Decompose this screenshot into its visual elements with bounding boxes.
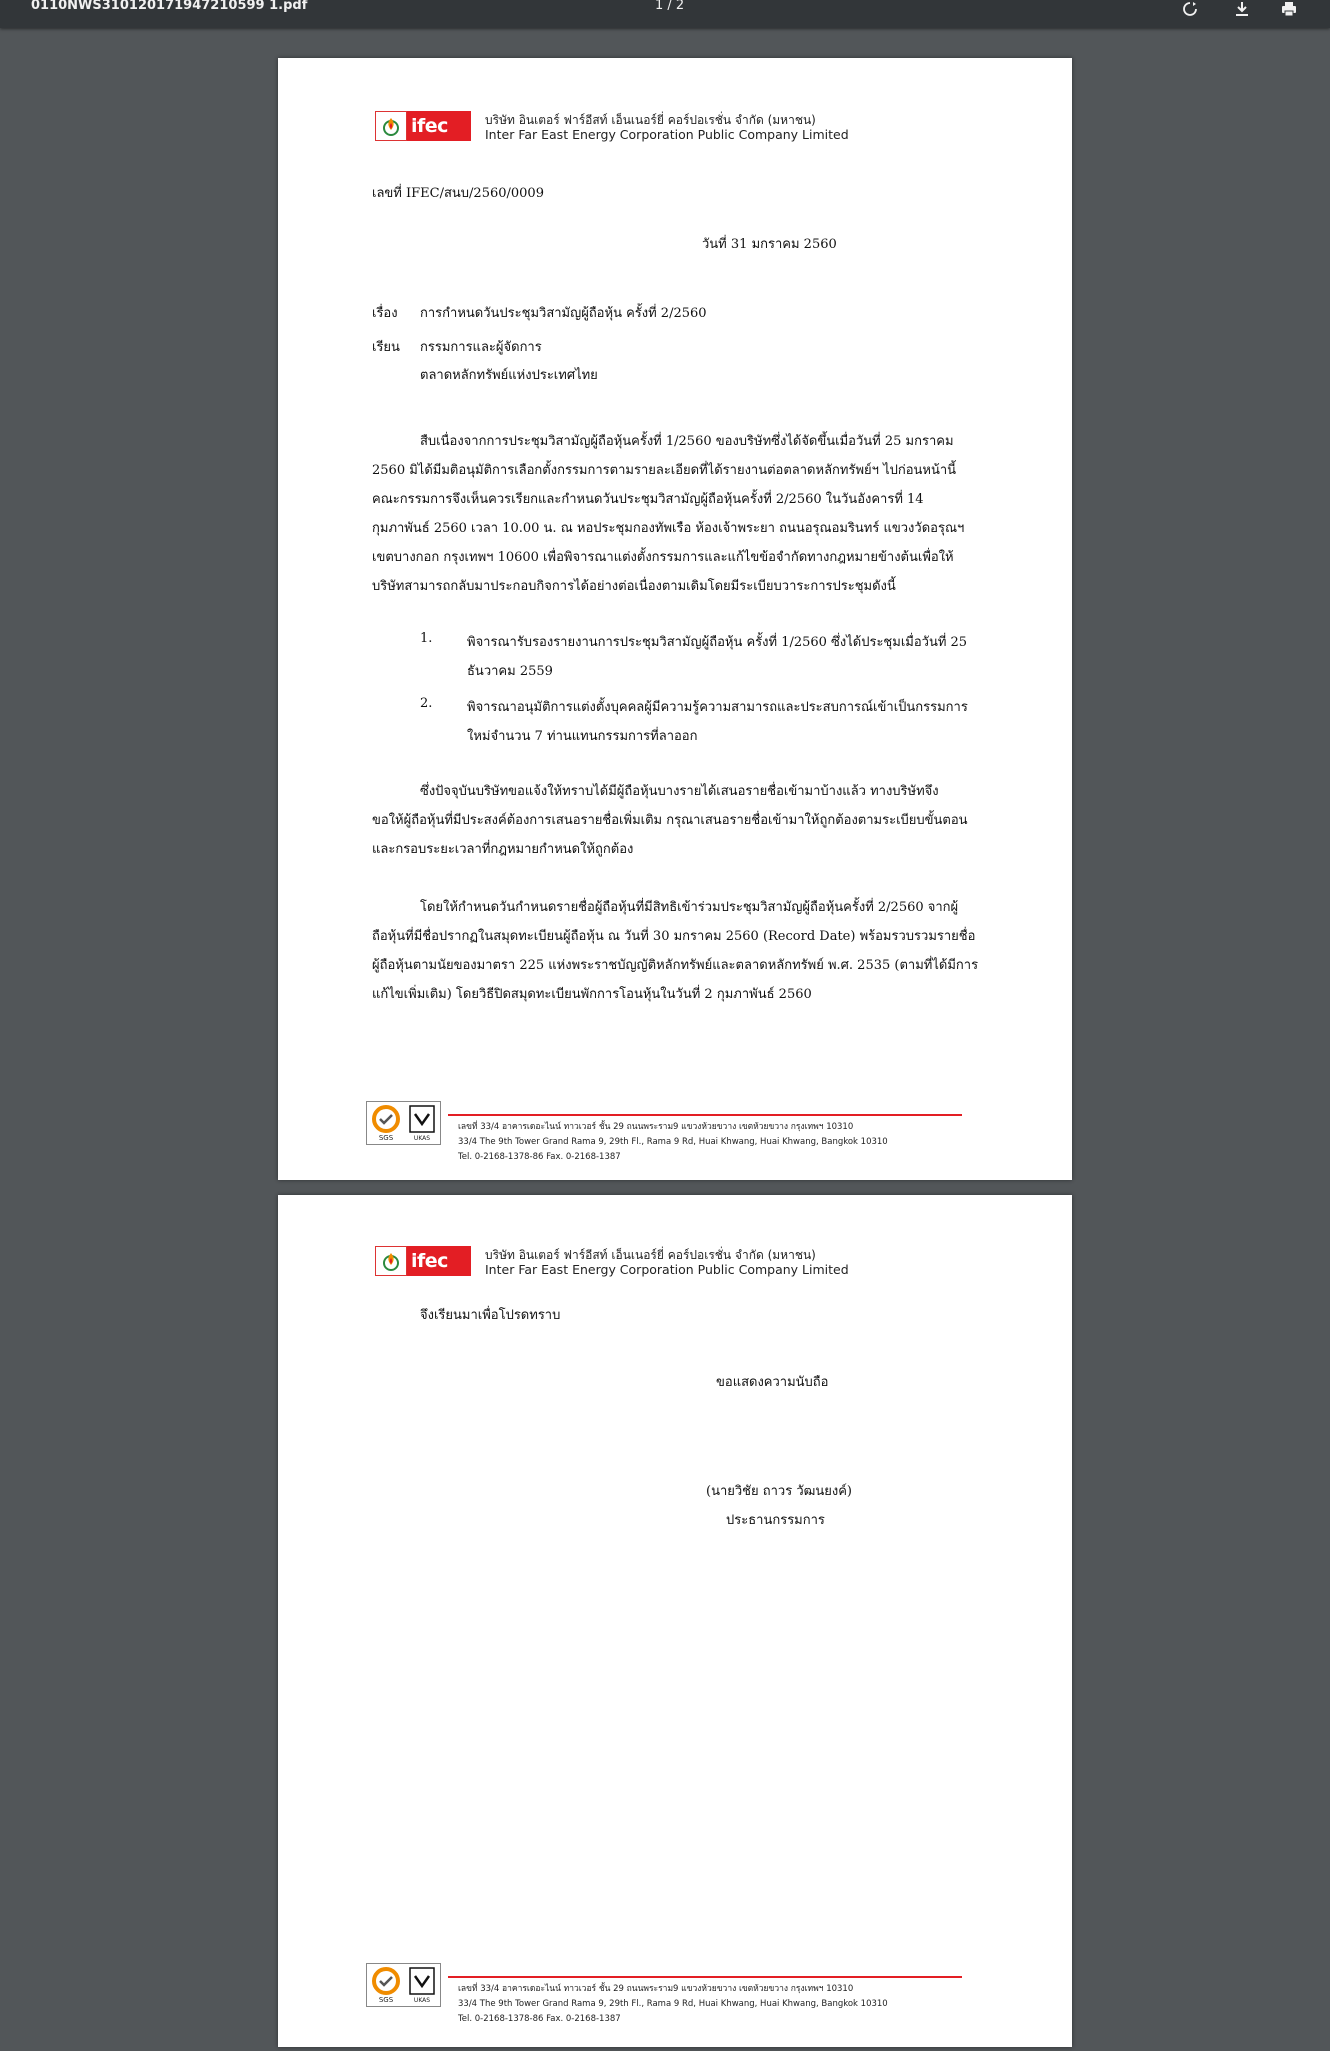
subject-text: การกำหนดวันประชุมวิสามัญผู้ถือหุ้น ครั้งที่ 2/2560 [420,306,707,321]
company-logo [375,1246,471,1276]
company-name-th: บริษัท อินเตอร์ ฟาร์อีสท์ เอ็นเนอร์ยี่ คอร์ปอเรชั่น จำกัด (มหาชน) [485,1248,816,1262]
agenda-item-line: ธันวาคม 2559 [467,664,553,679]
closing-line: จึงเรียนมาเพื่อโปรดทราบ [420,1308,561,1323]
logo-text: ifec [407,1246,471,1276]
cert-left-label: SGS [378,1134,393,1142]
letter-date: วันที่ 31 มกราคม 2560 [702,237,837,252]
flame-icon [375,111,407,141]
pdf-page-2 [278,1195,1072,2047]
para1-line: เขตบางกอก กรุงเทพฯ 10600 เพื่อพิจารณาแต่งตั้งกรรมการและแก้ไขข้อจำกัดทางกฎหมายข้างต้นเพื่อให้ [372,550,954,565]
ukas-cert-icon [407,1966,437,2004]
agenda-number: 1. [420,631,433,646]
company-name-th: บริษัท อินเตอร์ ฟาร์อีสท์ เอ็นเนอร์ยี่ คอร์ปอเรชั่น จำกัด (มหาชน) [485,113,816,127]
company-name-en: Inter Far East Energy Corporation Public Company Limited [485,127,849,142]
footer-divider [448,1114,962,1116]
flame-icon [375,1246,407,1276]
footer-address-th: เลขที่ 33/4 อาคารเดอะไนน์ ทาวเวอร์ ชั้น 29 ถนนพระราม9 แขวงห้วยขวาง เขตห้วยขวาง กรุงเทพฯ 10310 [458,1122,854,1132]
regards-line: ขอแสดงความนับถือ [716,1375,829,1390]
agenda-item-line: ใหม่จำนวน 7 ท่านแทนกรรมการที่ลาออก [467,729,698,744]
pdf-toolbar [0,0,1330,28]
pdf-page-1 [278,58,1072,1180]
rotate-icon [1182,1,1198,17]
rotate-button[interactable] [1178,0,1202,20]
certification-badges [366,1963,441,2007]
para1-line: บริษัทสามารถกลับมาประกอบกิจการได้อย่างต่อเนื่องตามเดิมโดยมีระเบียบวาระการประชุมดังนี้ [372,579,896,594]
cert-left-label: SGS [378,1996,393,2004]
file-title: 0110NWS310120171947210599 1.pdf [31,0,308,13]
agenda-number: 2. [420,696,433,711]
certification-badges [366,1101,441,1145]
para2-line: ขอให้ผู้ถือหุ้นที่มีประสงค์ต้องการเสนอรายชื่อเพิ่มเติม กรุณาเสนอรายชื่อเข้ามาให้ถูกต้องตามระเบียบขั้นตอน [372,813,968,828]
cert-right-label: UKAS [414,1135,431,1142]
footer-address-th: เลขที่ 33/4 อาคารเดอะไนน์ ทาวเวอร์ ชั้น 29 ถนนพระราม9 แขวงห้วยขวาง เขตห้วยขวาง กรุงเทพฯ 10310 [458,1984,854,1994]
para3-line: แก้ไขเพิ่มเติม) โดยวิธีปิดสมุดทะเบียนพักการโอนหุ้นในวันที่ 2 กุมภาพันธ์ 2560 [372,987,812,1002]
subject-label: เรื่อง [372,306,398,321]
recipient-label: เรียน [372,340,400,355]
download-button[interactable] [1230,0,1254,20]
reference-number: เลขที่ IFEC/สนบ/2560/0009 [372,186,544,201]
ukas-cert-icon [407,1104,437,1142]
para2-line: และกรอบระยะเวลาที่กฎหมายกำหนดให้ถูกต้อง [372,842,634,857]
page-indicator[interactable]: 1 / 2 [655,0,685,13]
para2-line: ซึ่งปัจจุบันบริษัทขอแจ้งให้ทราบได้มีผู้ถือหุ้นบางรายได้เสนอรายชื่อเข้ามาบ้างแล้ว ทางบริษัทจึง [420,784,939,799]
logo-text: ifec [407,111,471,141]
sgs-cert-icon [370,1104,402,1142]
download-icon [1234,1,1250,17]
signer-name: (นายวิชัย ถาวร วัฒนยงค์) [706,1484,852,1499]
footer-divider [448,1976,962,1978]
para1-line: คณะกรรมการจึงเห็นควรเรียกและกำหนดวันประชุมวิสามัญผู้ถือหุ้นครั้งที่ 2/2560 ในวันอังคารที่ 14 [372,492,924,507]
recipient-line-2: ตลาดหลักทรัพย์แห่งประเทศไทย [420,368,598,383]
para3-line: ผู้ถือหุ้นตามนัยของมาตรา 225 แห่งพระราชบัญญัติหลักทรัพย์และตลาดหลักทรัพย์ พ.ศ. 2535 (ตามที่ได้มีการ [372,958,979,973]
sgs-cert-icon [370,1966,402,2004]
company-logo [375,111,471,141]
signer-title: ประธานกรรมการ [726,1513,825,1528]
para1-line: 2560 มิได้มีมติอนุมัติการเลือกตั้งกรรมการตามรายละเอียดที่ได้รายงานต่อตลาดหลักทรัพย์ฯ ไปก่อนหน้านี้ [372,463,957,478]
print-button[interactable] [1277,0,1301,20]
footer-phone: Tel. 0-2168-1378-86 Fax. 0-2168-1387 [458,1152,621,1162]
cert-right-label: UKAS [414,1997,431,2004]
company-name-en: Inter Far East Energy Corporation Public Company Limited [485,1262,849,1277]
recipient-line-1: กรรมการและผู้จัดการ [420,340,542,355]
para1-line: สืบเนื่องจากการประชุมวิสามัญผู้ถือหุ้นครั้งที่ 1/2560 ของบริษัทซึ่งได้จัดขึ้นเมื่อวันที่ 25 มกราคม [420,434,954,449]
para1-line: กุมภาพันธ์ 2560 เวลา 10.00 น. ณ หอประชุมกองทัพเรือ ห้องเจ้าพระยา ถนนอรุณอมรินทร์ แขวงวัดอรุณฯ [372,521,965,536]
footer-address-en: 33/4 The 9th Tower Grand Rama 9, 29th Fl., Rama 9 Rd, Huai Khwang, Huai Khwang, Bangkok 10310 [458,1999,888,2009]
agenda-item-line: พิจารณารับรองรายงานการประชุมวิสามัญผู้ถือหุ้น ครั้งที่ 1/2560 ซึ่งได้ประชุมเมื่อวันที่ 25 [467,635,968,650]
para3-line: โดยให้กำหนดวันกำหนดรายชื่อผู้ถือหุ้นที่มีสิทธิเข้าร่วมประชุมวิสามัญผู้ถือหุ้นครั้งที่ 2/2560 จากผู้ [420,900,959,915]
agenda-item-line: พิจารณาอนุมัติการแต่งตั้งบุคคลผู้มีความรู้ความสามารถและประสบการณ์เข้าเป็นกรรมการ [467,700,968,715]
footer-phone: Tel. 0-2168-1378-86 Fax. 0-2168-1387 [458,2014,621,2024]
footer-address-en: 33/4 The 9th Tower Grand Rama 9, 29th Fl., Rama 9 Rd, Huai Khwang, Huai Khwang, Bangkok 10310 [458,1137,888,1147]
print-icon [1281,1,1297,17]
para3-line: ถือหุ้นที่มีชื่อปรากฏในสมุดทะเบียนผู้ถือหุ้น ณ วันที่ 30 มกราคม 2560 (Record Date) พร้อมรวบรวมรายชื่อ [372,929,976,944]
